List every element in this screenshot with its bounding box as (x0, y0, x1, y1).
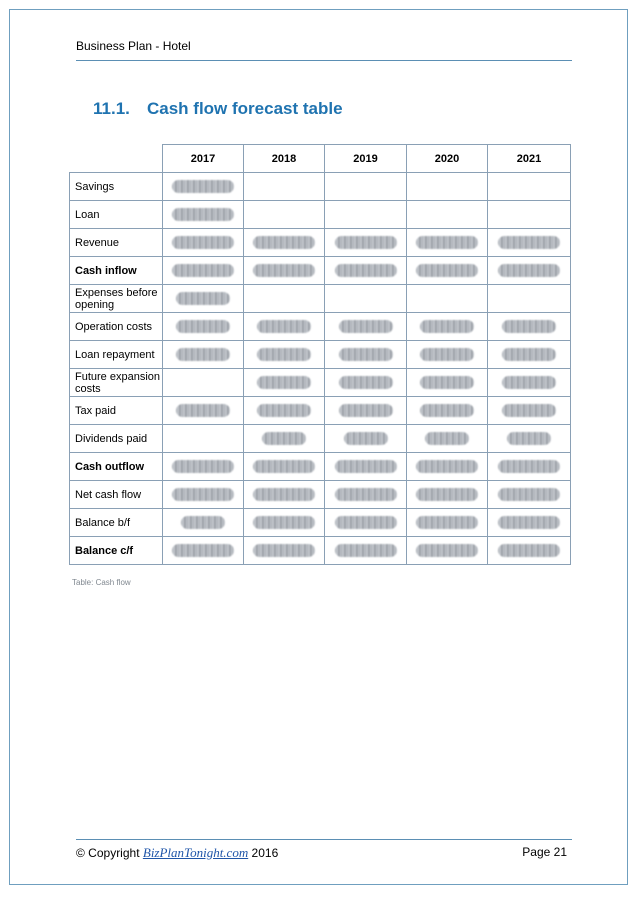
value-cell (488, 537, 571, 565)
obscured-value (420, 348, 474, 361)
table-row (70, 481, 571, 509)
obscured-value (502, 404, 556, 417)
value-cell (488, 509, 571, 537)
table-row (70, 313, 571, 341)
value-cell (407, 537, 488, 565)
value-cell (163, 369, 244, 397)
value-cell (325, 481, 407, 509)
value-cell (407, 229, 488, 257)
value-cell (244, 453, 325, 481)
obscured-value (253, 516, 315, 529)
table-row (70, 201, 571, 229)
row-label: Balance b/f (70, 509, 163, 537)
obscured-value (420, 404, 474, 417)
obscured-value (172, 460, 234, 473)
obscured-value (498, 264, 560, 277)
value-cell (163, 481, 244, 509)
year-header: 2018 (244, 145, 325, 173)
footer-copyright (76, 845, 278, 861)
table-row (70, 369, 571, 397)
value-cell (325, 313, 407, 341)
obscured-value (172, 236, 234, 249)
obscured-value (257, 376, 311, 389)
obscured-value (253, 264, 315, 277)
value-cell (325, 397, 407, 425)
value-cell (407, 257, 488, 285)
row-label: Tax paid (70, 397, 163, 425)
value-cell (407, 397, 488, 425)
copyright-year: 2016 (248, 846, 279, 860)
obscured-value (176, 348, 230, 361)
table-row (70, 173, 571, 201)
value-cell (488, 369, 571, 397)
obscured-value (335, 236, 397, 249)
obscured-value (498, 544, 560, 557)
obscured-value (257, 320, 311, 333)
value-cell (163, 229, 244, 257)
value-cell (407, 341, 488, 369)
value-cell (244, 229, 325, 257)
row-label: Cash inflow (70, 257, 163, 285)
table-row (70, 453, 571, 481)
value-cell (325, 201, 407, 229)
obscured-value (502, 320, 556, 333)
footer-divider (76, 839, 572, 840)
value-cell (163, 173, 244, 201)
obscured-value (416, 488, 478, 501)
value-cell (325, 285, 407, 313)
value-cell (488, 229, 571, 257)
value-cell (163, 341, 244, 369)
year-header: 2019 (325, 145, 407, 173)
table-corner-cell (70, 145, 163, 173)
value-cell (244, 369, 325, 397)
value-cell (325, 229, 407, 257)
row-label: Dividends paid (70, 425, 163, 453)
obscured-value (172, 264, 234, 277)
year-header: 2020 (407, 145, 488, 173)
value-cell (488, 481, 571, 509)
value-cell (488, 201, 571, 229)
obscured-value (172, 544, 234, 557)
obscured-value (507, 432, 551, 445)
value-cell (325, 425, 407, 453)
value-cell (488, 285, 571, 313)
obscured-value (253, 460, 315, 473)
section-number: 11.1. (93, 99, 130, 118)
obscured-value (262, 432, 306, 445)
obscured-value (416, 236, 478, 249)
value-cell (488, 313, 571, 341)
obscured-value (257, 404, 311, 417)
value-cell (244, 425, 325, 453)
table-row (70, 509, 571, 537)
row-label: Balance c/f (70, 537, 163, 565)
obscured-value (498, 516, 560, 529)
obscured-value (420, 376, 474, 389)
value-cell (163, 201, 244, 229)
value-cell (325, 509, 407, 537)
value-cell (163, 537, 244, 565)
value-cell (407, 173, 488, 201)
value-cell (244, 537, 325, 565)
value-cell (407, 369, 488, 397)
value-cell (407, 425, 488, 453)
value-cell (244, 397, 325, 425)
value-cell (488, 257, 571, 285)
obscured-value (416, 264, 478, 277)
obscured-value (172, 208, 234, 221)
value-cell (163, 453, 244, 481)
value-cell (325, 173, 407, 201)
obscured-value (176, 320, 230, 333)
year-header: 2021 (488, 145, 571, 173)
website-link[interactable]: BizPlanTonight.com (142, 845, 249, 860)
page-number: Page 21 (522, 845, 567, 859)
table-row (70, 425, 571, 453)
row-label: Loan (70, 201, 163, 229)
year-header: 2017 (163, 145, 244, 173)
row-label: Operation costs (70, 313, 163, 341)
value-cell (325, 537, 407, 565)
obscured-value (257, 348, 311, 361)
obscured-value (339, 348, 393, 361)
header-divider (76, 60, 572, 61)
obscured-value (416, 516, 478, 529)
obscured-value (172, 488, 234, 501)
obscured-value (335, 264, 397, 277)
obscured-value (181, 516, 225, 529)
obscured-value (502, 348, 556, 361)
obscured-value (339, 376, 393, 389)
value-cell (488, 397, 571, 425)
row-label: Savings (70, 173, 163, 201)
row-label: Loan repayment (70, 341, 163, 369)
row-label: Future expansion costs (70, 369, 163, 397)
value-cell (244, 257, 325, 285)
value-cell (407, 509, 488, 537)
value-cell (244, 509, 325, 537)
value-cell (163, 509, 244, 537)
obscured-value (498, 488, 560, 501)
row-label: Expenses before opening (70, 285, 163, 313)
value-cell (407, 453, 488, 481)
table-row (70, 397, 571, 425)
obscured-value (176, 292, 230, 305)
row-label: Revenue (70, 229, 163, 257)
obscured-value (416, 460, 478, 473)
value-cell (407, 201, 488, 229)
table-row (70, 341, 571, 369)
document-header: Business Plan - Hotel (76, 39, 191, 53)
value-cell (407, 481, 488, 509)
cash-flow-table (69, 144, 571, 565)
obscured-value (335, 516, 397, 529)
obscured-value (335, 488, 397, 501)
table-row (70, 257, 571, 285)
table-row (70, 537, 571, 565)
value-cell (325, 257, 407, 285)
obscured-value (339, 404, 393, 417)
row-label: Cash outflow (70, 453, 163, 481)
table-header-row (70, 145, 571, 173)
obscured-value (344, 432, 388, 445)
obscured-value (425, 432, 469, 445)
value-cell (163, 257, 244, 285)
obscured-value (172, 180, 234, 193)
value-cell (488, 453, 571, 481)
value-cell (244, 173, 325, 201)
value-cell (325, 341, 407, 369)
value-cell (244, 313, 325, 341)
value-cell (325, 453, 407, 481)
copyright-prefix: © Copyright (76, 846, 143, 860)
value-cell (325, 369, 407, 397)
value-cell (244, 285, 325, 313)
value-cell (407, 313, 488, 341)
obscured-value (335, 544, 397, 557)
obscured-value (253, 236, 315, 249)
obscured-value (416, 544, 478, 557)
obscured-value (253, 488, 315, 501)
value-cell (163, 285, 244, 313)
table-row (70, 229, 571, 257)
obscured-value (339, 320, 393, 333)
table-row (70, 285, 571, 313)
row-label: Net cash flow (70, 481, 163, 509)
value-cell (488, 341, 571, 369)
section-title-text: Cash flow forecast table (147, 99, 343, 118)
value-cell (163, 397, 244, 425)
obscured-value (335, 460, 397, 473)
obscured-value (498, 460, 560, 473)
obscured-value (176, 404, 230, 417)
value-cell (407, 285, 488, 313)
obscured-value (502, 376, 556, 389)
value-cell (244, 201, 325, 229)
value-cell (244, 341, 325, 369)
value-cell (163, 425, 244, 453)
obscured-value (498, 236, 560, 249)
value-cell (488, 173, 571, 201)
obscured-value (420, 320, 474, 333)
section-heading (93, 99, 343, 119)
table-caption: Table: Cash flow (72, 578, 131, 587)
value-cell (244, 481, 325, 509)
value-cell (488, 425, 571, 453)
obscured-value (253, 544, 315, 557)
value-cell (163, 313, 244, 341)
